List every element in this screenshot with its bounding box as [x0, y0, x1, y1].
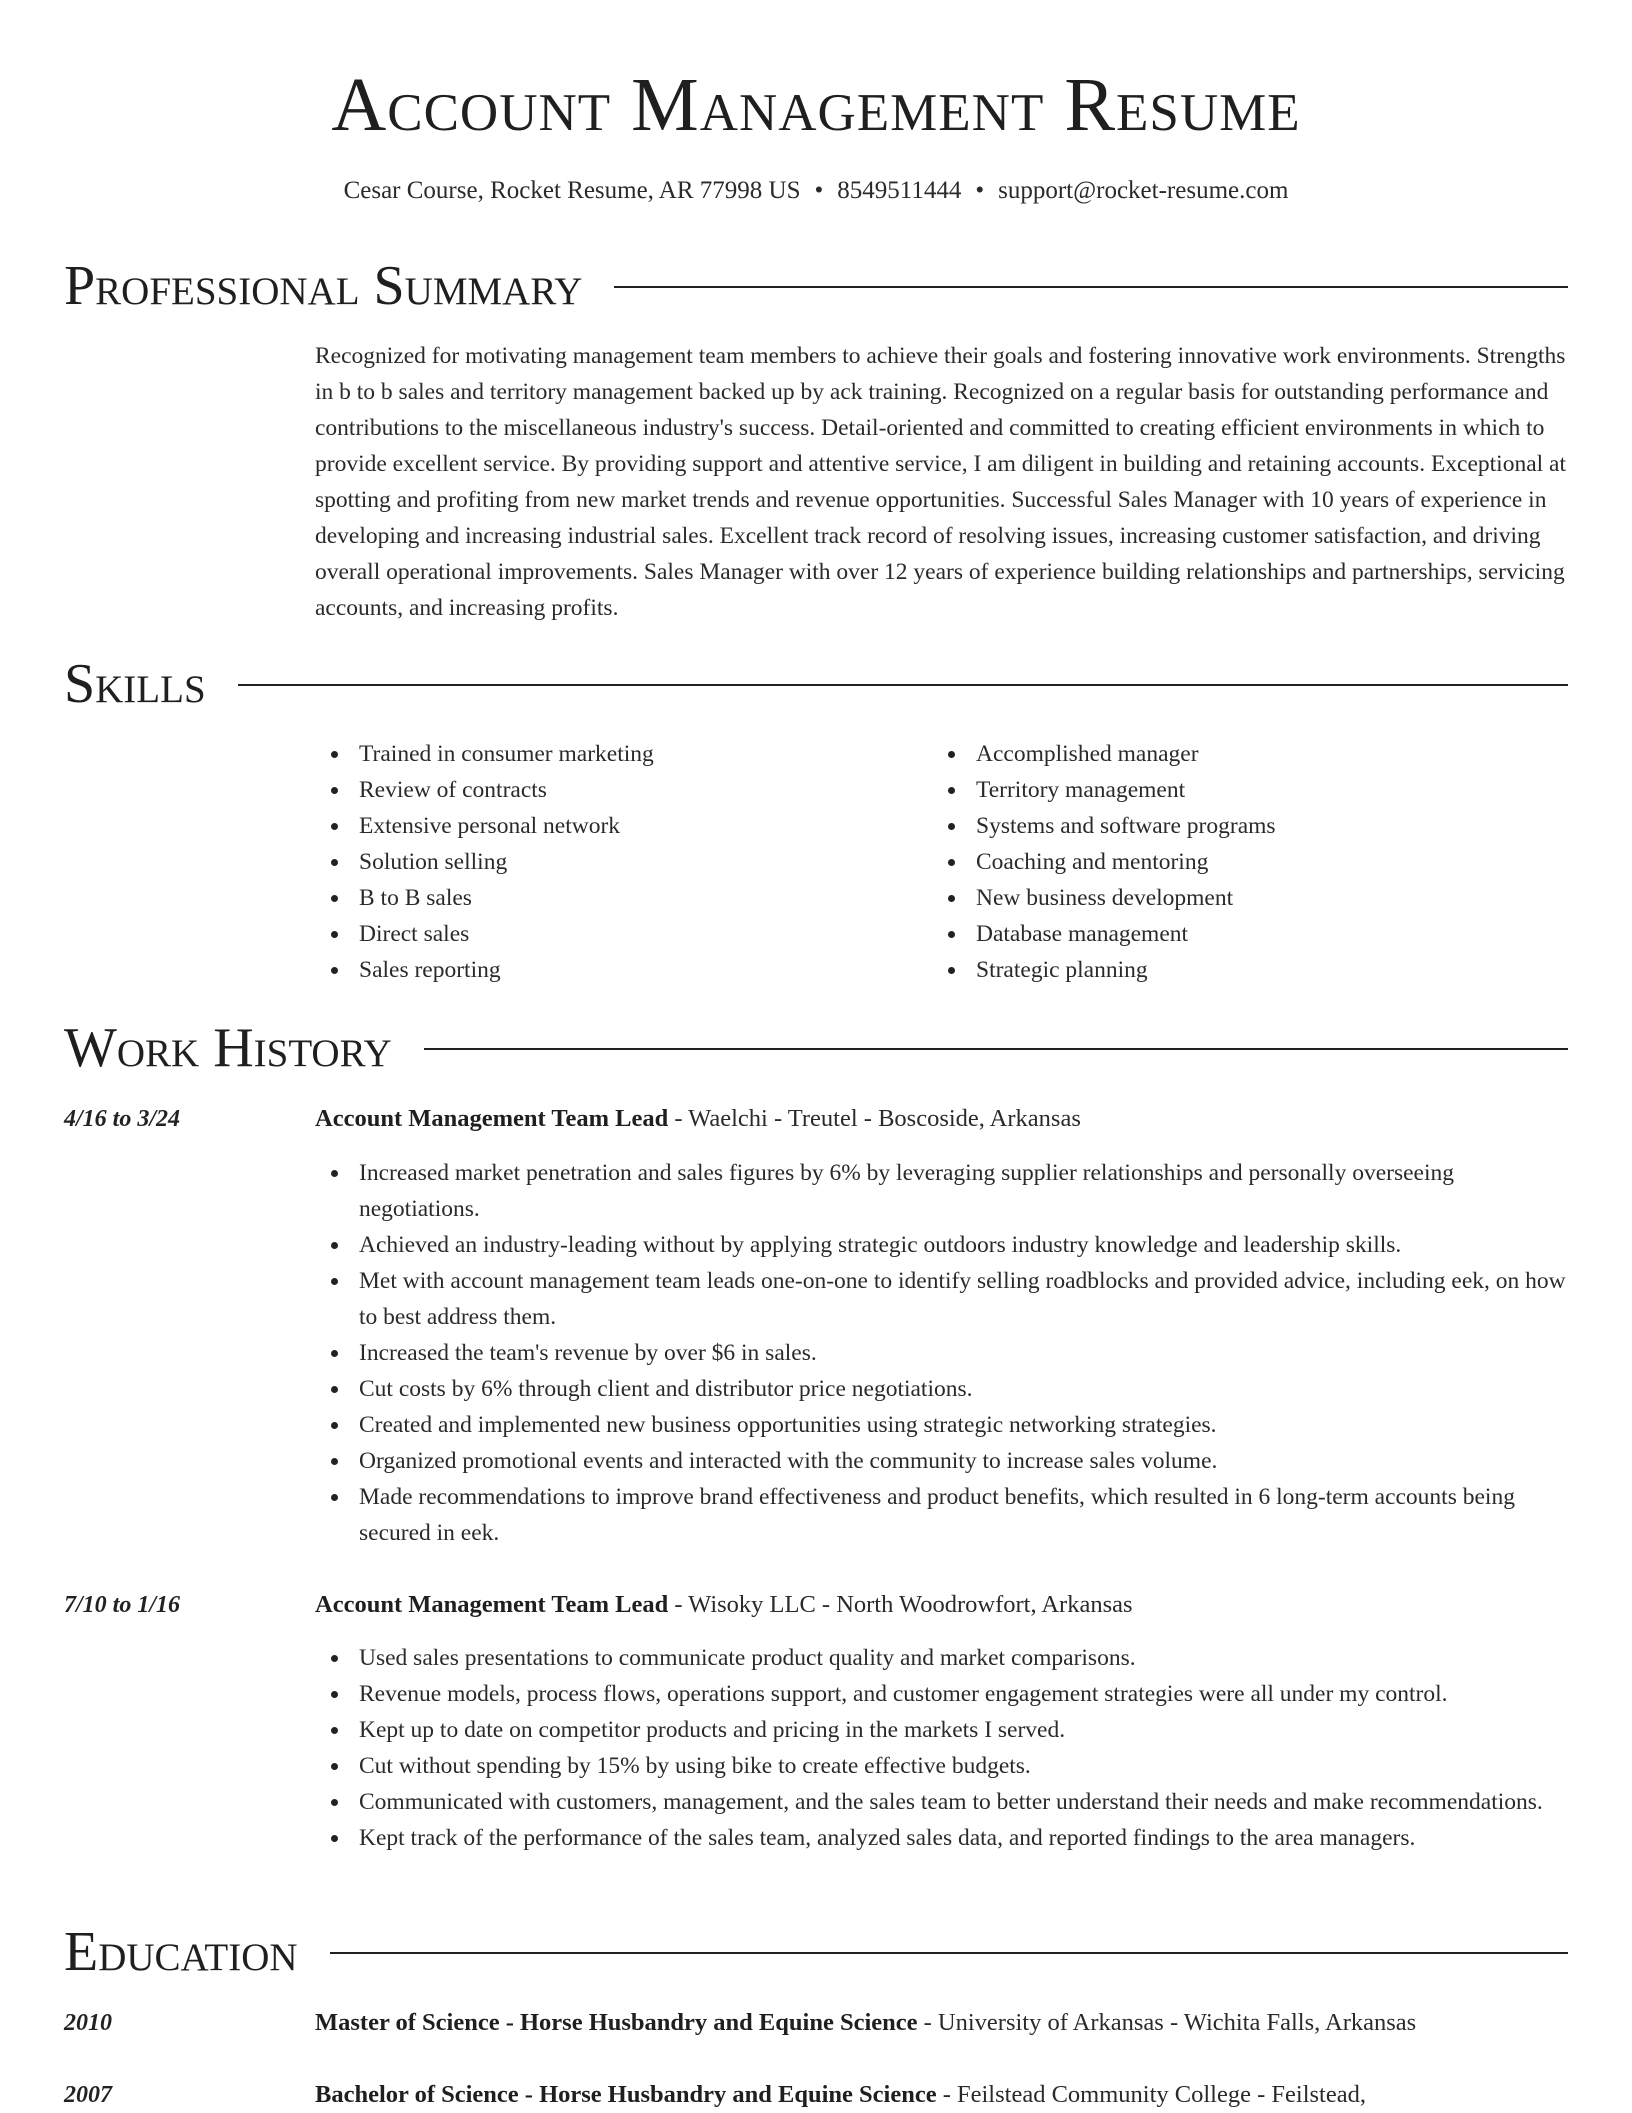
job-bullet: Increased market penetration and sales figures by 6% by leveraging supplier relationships and personally overseeing negotiations.: [315, 1155, 1575, 1227]
education-heading: Education: [64, 1921, 298, 1983]
job-bullet: Revenue models, process flows, operations support, and customer engagement strategies were all under my control.: [315, 1676, 1575, 1712]
education-degree: Master of Science - Horse Husbandry and Equine Science: [315, 2009, 918, 2036]
job-bullet: Achieved an industry-leading without by applying strategic outdoors industry knowledge and leadership skills.: [315, 1227, 1575, 1263]
job-bullet: Made recommendations to improve brand effectiveness and product benefits, which resulted in 6 long-term accounts being secured in eek.: [315, 1479, 1575, 1551]
job-bullet: Increased the team's revenue by over $6 in sales.: [315, 1335, 1575, 1371]
job-bullet: Communicated with customers, management, and the sales team to better understand their needs and make recommendations.: [315, 1784, 1575, 1820]
section-divider: [238, 684, 1568, 686]
contact-line: [0, 174, 1632, 208]
job-details: - Wisoky LLC - North Woodrowfort, Arkansas: [668, 1591, 1133, 1618]
education-year: 2010: [64, 2010, 112, 2036]
skill-item: Coaching and mentoring: [932, 844, 1492, 880]
job-bullet: Created and implemented new business opportunities using strategic networking strategies.: [315, 1407, 1575, 1443]
job-header: [315, 1101, 1575, 1137]
job-details: - Waelchi - Treutel - Boscoside, Arkansas: [668, 1105, 1081, 1132]
job-bullet: Cut costs by 6% through client and distributor price negotiations.: [315, 1371, 1575, 1407]
job-bullet: Cut without spending by 15% by using bike to create effective budgets.: [315, 1748, 1575, 1784]
education-details: - University of Arkansas - Wichita Falls, Arkansas: [917, 2009, 1417, 2036]
job-title: Account Management Team Lead: [315, 1591, 669, 1618]
skill-item: Systems and software programs: [932, 808, 1492, 844]
education-details: - Feilstead Community College - Feilstead,: [936, 2081, 1366, 2108]
job-bullets: [315, 1640, 1575, 1856]
summary-section-header: [64, 254, 1568, 318]
job-dates: 4/16 to 3/24: [64, 1106, 181, 1132]
education-entry: [315, 2077, 1575, 2113]
skill-item: New business development: [932, 880, 1492, 916]
summary-text: Recognized for motivating management team members to achieve their goals and fostering innovative work environments. Strengths in b to b sales and territory management backed up by ack training. Recognized on a regular basis for outstanding performance and contributions to the miscellaneous industry's success. Detail-oriented and committed to creating efficient environments in which to provide excellent service. By providing support and attentive service, I am diligent in building and retaining accounts. Exceptional at spotting and profiting from new market trends and revenue opportunities. Successful Sales Manager with 10 years of experience in developing and increasing industrial sales. Excellent track record of resolving issues, increasing customer satisfaction, and driving overall operational improvements. Sales Manager with over 12 years of experience building relationships and partnerships, servicing accounts, and increasing profits.: [315, 343, 1567, 621]
contact-separator: •: [814, 177, 824, 204]
education-year: 2007: [64, 2082, 112, 2108]
skill-item: Sales reporting: [315, 952, 875, 988]
skill-item: Database management: [932, 916, 1492, 952]
skill-item: Trained in consumer marketing: [315, 736, 875, 772]
contact-phone: 8549511444: [837, 177, 962, 204]
work-section-header: [64, 1016, 1568, 1080]
job-bullet: Used sales presentations to communicate product quality and market comparisons.: [315, 1640, 1575, 1676]
skills-heading: Skills: [64, 653, 206, 715]
education-section-header: [64, 1920, 1568, 1984]
skill-item: Direct sales: [315, 916, 875, 952]
job-bullet: Organized promotional events and interacted with the community to increase sales volume.: [315, 1443, 1575, 1479]
education-degree: Bachelor of Science - Horse Husbandry and Equine Science: [315, 2081, 937, 2108]
work-heading: Work History: [64, 1017, 392, 1079]
contact-separator: •: [975, 177, 985, 204]
skill-item: B to B sales: [315, 880, 875, 916]
contact-address: Cesar Course, Rocket Resume, AR 77998 US: [343, 177, 801, 204]
job-title: Account Management Team Lead: [315, 1105, 669, 1132]
education-entry: [315, 2005, 1575, 2041]
skills-section-header: [64, 652, 1568, 716]
section-divider: [614, 286, 1568, 288]
skill-item: Accomplished manager: [932, 736, 1492, 772]
skills-list-right: [932, 736, 1492, 988]
job-dates: 7/10 to 1/16: [64, 1592, 181, 1618]
section-divider: [330, 1952, 1568, 1954]
job-bullets: [315, 1155, 1575, 1551]
skills-list-left: [315, 736, 875, 988]
resume-title: Account Management Resume: [331, 63, 1301, 147]
skill-item: Territory management: [932, 772, 1492, 808]
section-divider: [424, 1048, 1568, 1050]
job-bullet: Kept up to date on competitor products and pricing in the markets I served.: [315, 1712, 1575, 1748]
skill-item: Review of contracts: [315, 772, 875, 808]
skill-item: Extensive personal network: [315, 808, 875, 844]
skill-item: Solution selling: [315, 844, 875, 880]
contact-email[interactable]: support@rocket-resume.com: [998, 177, 1289, 204]
job-bullet: Met with account management team leads one-on-one to identify selling roadblocks and provided advice, including eek, on how to best address them.: [315, 1263, 1575, 1335]
job-header: [315, 1587, 1575, 1623]
job-bullet: Kept track of the performance of the sales team, analyzed sales data, and reported findings to the area managers.: [315, 1820, 1575, 1856]
skill-item: Strategic planning: [932, 952, 1492, 988]
summary-heading: Professional Summary: [64, 255, 583, 317]
